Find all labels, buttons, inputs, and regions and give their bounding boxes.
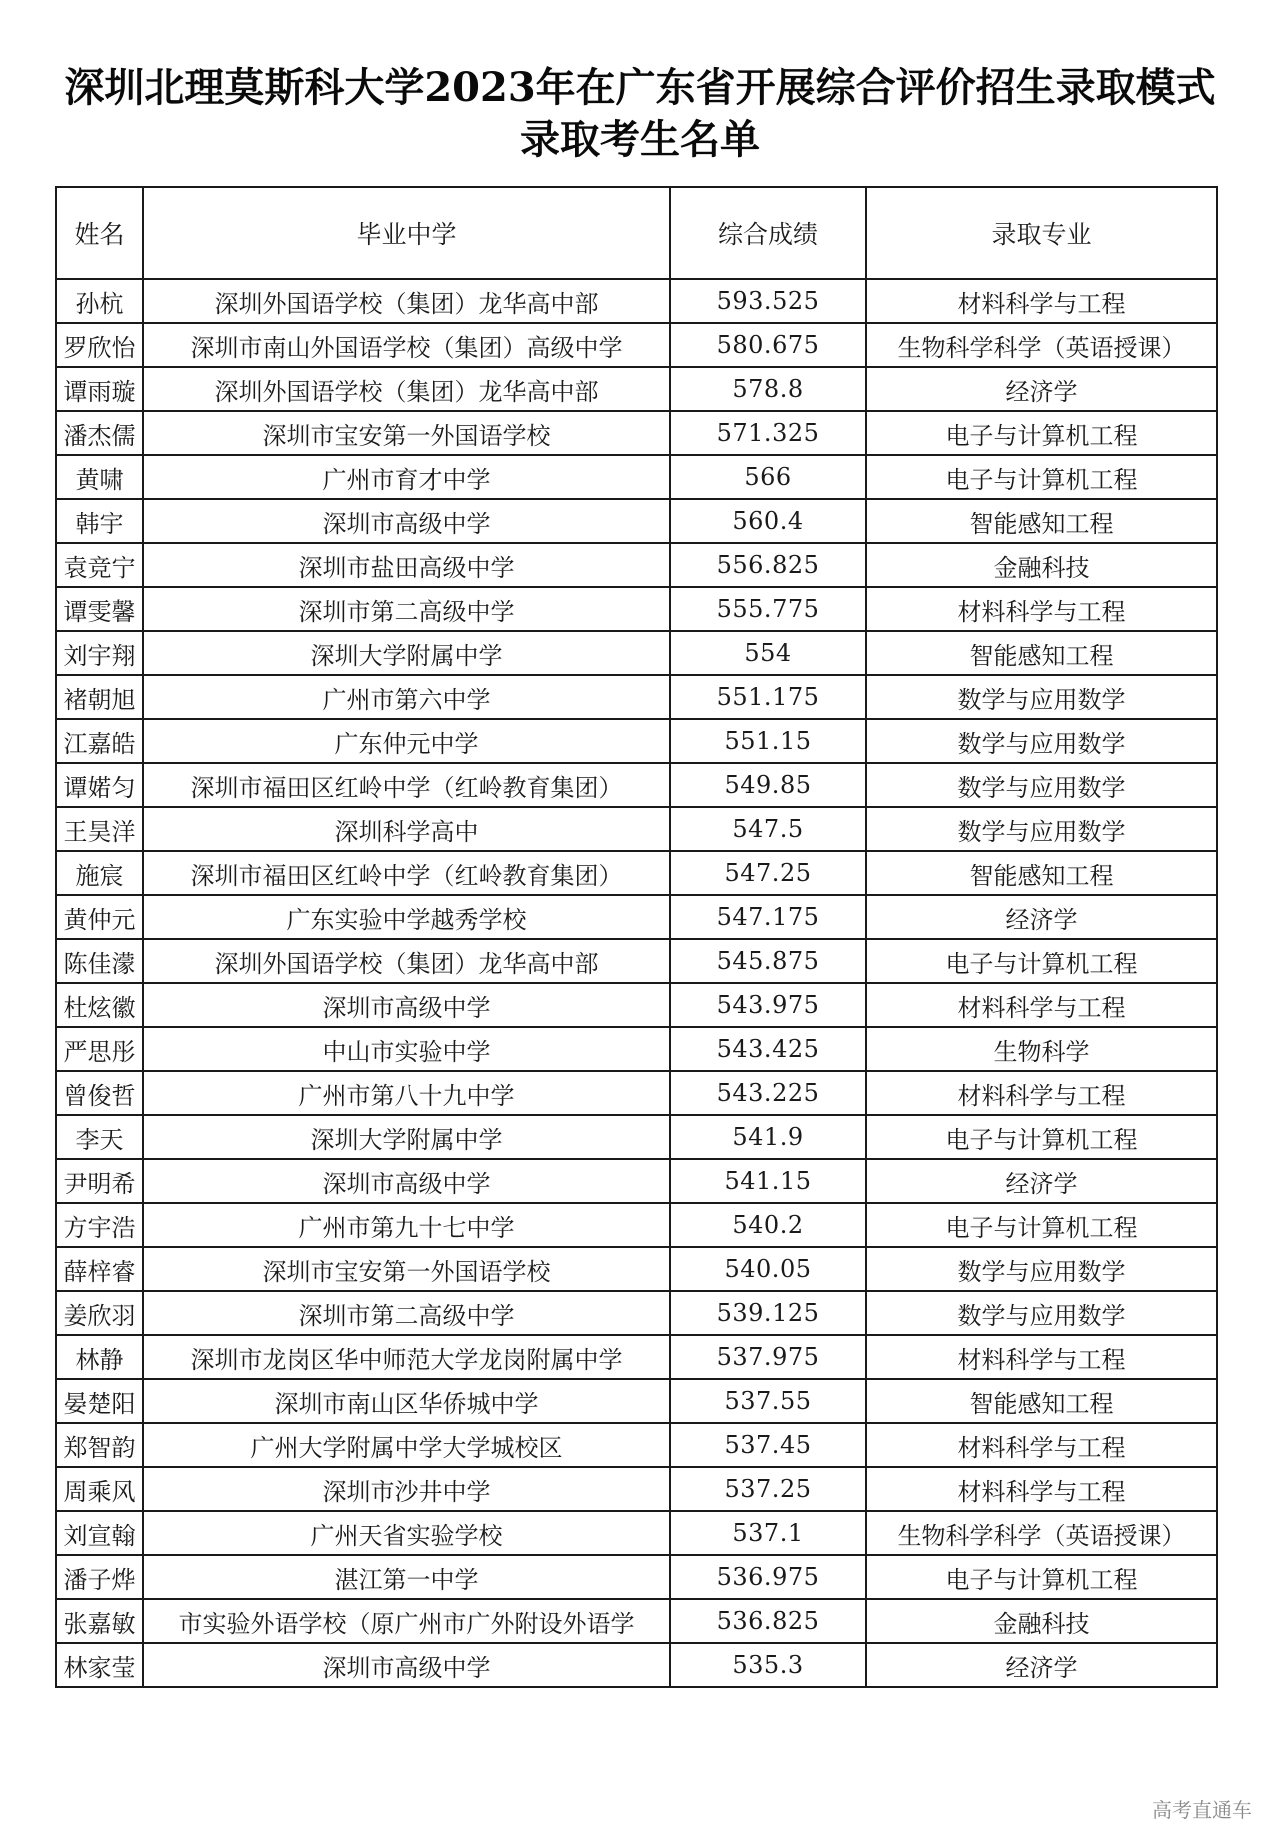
table-row xyxy=(56,939,1217,983)
cell-school: 中山市实验中学 xyxy=(143,1027,670,1071)
cell-name: 林静 xyxy=(56,1335,143,1379)
cell-major: 电子与计算机工程 xyxy=(866,411,1217,455)
cell-score: 580.675 xyxy=(670,323,866,367)
cell-name: 严思彤 xyxy=(56,1027,143,1071)
table-row xyxy=(56,323,1217,367)
cell-score: 551.15 xyxy=(670,719,866,763)
cell-name: 褚朝旭 xyxy=(56,675,143,719)
cell-major: 生物科学 xyxy=(866,1027,1217,1071)
cell-score: 551.175 xyxy=(670,675,866,719)
cell-major: 智能感知工程 xyxy=(866,631,1217,675)
cell-name: 李天 xyxy=(56,1115,143,1159)
table-row xyxy=(56,1247,1217,1291)
cell-name: 薛梓睿 xyxy=(56,1247,143,1291)
cell-name: 郑智韵 xyxy=(56,1423,143,1467)
cell-school: 广东仲元中学 xyxy=(143,719,670,763)
cell-score: 566 xyxy=(670,455,866,499)
cell-school: 深圳外国语学校（集团）龙华高中部 xyxy=(143,939,670,983)
cell-score: 541.9 xyxy=(670,1115,866,1159)
cell-school: 广州天省实验学校 xyxy=(143,1511,670,1555)
cell-major: 电子与计算机工程 xyxy=(866,455,1217,499)
cell-name: 林家莹 xyxy=(56,1643,143,1687)
cell-school: 广州市第九十七中学 xyxy=(143,1203,670,1247)
footer-logo: 高考直通车 xyxy=(1152,1798,1252,1822)
cell-major: 材料科学与工程 xyxy=(866,587,1217,631)
table-row xyxy=(56,411,1217,455)
cell-school: 深圳市第二高级中学 xyxy=(143,587,670,631)
cell-score: 571.325 xyxy=(670,411,866,455)
cell-school: 深圳市第二高级中学 xyxy=(143,1291,670,1335)
cell-score: 537.25 xyxy=(670,1467,866,1511)
cell-major: 智能感知工程 xyxy=(866,851,1217,895)
cell-school: 广州市第六中学 xyxy=(143,675,670,719)
table-header xyxy=(56,187,1217,279)
cell-major: 电子与计算机工程 xyxy=(866,939,1217,983)
table-row xyxy=(56,1159,1217,1203)
cell-school: 深圳市高级中学 xyxy=(143,1159,670,1203)
cell-name: 谭婼匀 xyxy=(56,763,143,807)
cell-score: 543.425 xyxy=(670,1027,866,1071)
cell-score: 537.975 xyxy=(670,1335,866,1379)
table-row xyxy=(56,587,1217,631)
table-row xyxy=(56,1291,1217,1335)
cell-major: 材料科学与工程 xyxy=(866,1071,1217,1115)
table-row xyxy=(56,1467,1217,1511)
table-row xyxy=(56,675,1217,719)
header-school: 毕业中学 xyxy=(143,187,670,279)
page-title-line-1: 深圳北理莫斯科大学2023年在广东省开展综合评价招生录取模式 xyxy=(64,64,1216,111)
cell-name: 袁竞宁 xyxy=(56,543,143,587)
cell-score: 547.5 xyxy=(670,807,866,851)
cell-major: 材料科学与工程 xyxy=(866,1467,1217,1511)
cell-major: 材料科学与工程 xyxy=(866,1335,1217,1379)
cell-school: 深圳市福田区红岭中学（红岭教育集团） xyxy=(143,851,670,895)
cell-major: 生物科学科学（英语授课） xyxy=(866,1511,1217,1555)
cell-school: 市实验外语学校（原广州市广外附设外语学 xyxy=(143,1599,670,1643)
table-row xyxy=(56,1071,1217,1115)
cell-school: 深圳市宝安第一外国语学校 xyxy=(143,411,670,455)
cell-score: 549.85 xyxy=(670,763,866,807)
admission-table xyxy=(55,186,1218,1688)
cell-name: 尹明希 xyxy=(56,1159,143,1203)
table-row xyxy=(56,631,1217,675)
cell-name: 罗欣怡 xyxy=(56,323,143,367)
table-row xyxy=(56,279,1217,323)
page-title-line-2: 录取考生名单 xyxy=(520,116,760,163)
table-row xyxy=(56,499,1217,543)
cell-name: 张嘉敏 xyxy=(56,1599,143,1643)
cell-school: 湛江第一中学 xyxy=(143,1555,670,1599)
cell-major: 金融科技 xyxy=(866,543,1217,587)
table-row xyxy=(56,1203,1217,1247)
cell-school: 广东实验中学越秀学校 xyxy=(143,895,670,939)
cell-school: 广州市育才中学 xyxy=(143,455,670,499)
cell-score: 543.225 xyxy=(670,1071,866,1115)
cell-school: 深圳大学附属中学 xyxy=(143,631,670,675)
cell-name: 黄仲元 xyxy=(56,895,143,939)
table-row xyxy=(56,807,1217,851)
cell-school: 深圳市盐田高级中学 xyxy=(143,543,670,587)
cell-score: 556.825 xyxy=(670,543,866,587)
table-row xyxy=(56,367,1217,411)
cell-major: 电子与计算机工程 xyxy=(866,1555,1217,1599)
table-row xyxy=(56,1027,1217,1071)
cell-major: 数学与应用数学 xyxy=(866,763,1217,807)
cell-school: 深圳科学高中 xyxy=(143,807,670,851)
cell-name: 陈佳濛 xyxy=(56,939,143,983)
cell-school: 广州市第八十九中学 xyxy=(143,1071,670,1115)
cell-school: 深圳市南山区华侨城中学 xyxy=(143,1379,670,1423)
table-header-row xyxy=(56,187,1217,279)
cell-school: 深圳市宝安第一外国语学校 xyxy=(143,1247,670,1291)
cell-name: 韩宇 xyxy=(56,499,143,543)
cell-major: 数学与应用数学 xyxy=(866,675,1217,719)
cell-major: 经济学 xyxy=(866,1643,1217,1687)
cell-school: 深圳市南山外国语学校（集团）高级中学 xyxy=(143,323,670,367)
table-row xyxy=(56,895,1217,939)
table-row xyxy=(56,1379,1217,1423)
cell-school: 深圳市沙井中学 xyxy=(143,1467,670,1511)
table-row xyxy=(56,1115,1217,1159)
cell-school: 深圳市高级中学 xyxy=(143,983,670,1027)
cell-score: 547.175 xyxy=(670,895,866,939)
cell-name: 杜炫徽 xyxy=(56,983,143,1027)
cell-school: 深圳市高级中学 xyxy=(143,499,670,543)
cell-score: 537.45 xyxy=(670,1423,866,1467)
cell-name: 黄啸 xyxy=(56,455,143,499)
cell-school: 深圳市高级中学 xyxy=(143,1643,670,1687)
cell-major: 电子与计算机工程 xyxy=(866,1203,1217,1247)
table-row xyxy=(56,1511,1217,1555)
header-score: 综合成绩 xyxy=(670,187,866,279)
table-row xyxy=(56,1599,1217,1643)
table-body xyxy=(56,279,1217,1687)
cell-score: 536.975 xyxy=(670,1555,866,1599)
cell-name: 曾俊哲 xyxy=(56,1071,143,1115)
cell-name: 江嘉皓 xyxy=(56,719,143,763)
cell-score: 541.15 xyxy=(670,1159,866,1203)
cell-major: 数学与应用数学 xyxy=(866,1291,1217,1335)
cell-score: 547.25 xyxy=(670,851,866,895)
cell-name: 孙杭 xyxy=(56,279,143,323)
cell-score: 536.825 xyxy=(670,1599,866,1643)
cell-name: 谭雨璇 xyxy=(56,367,143,411)
cell-school: 深圳外国语学校（集团）龙华高中部 xyxy=(143,367,670,411)
table-row xyxy=(56,851,1217,895)
cell-name: 姜欣羽 xyxy=(56,1291,143,1335)
cell-school: 深圳市福田区红岭中学（红岭教育集团） xyxy=(143,763,670,807)
cell-major: 电子与计算机工程 xyxy=(866,1115,1217,1159)
cell-school: 深圳市龙岗区华中师范大学龙岗附属中学 xyxy=(143,1335,670,1379)
cell-major: 智能感知工程 xyxy=(866,1379,1217,1423)
cell-score: 578.8 xyxy=(670,367,866,411)
header-name: 姓名 xyxy=(56,187,143,279)
cell-score: 554 xyxy=(670,631,866,675)
cell-name: 潘杰儒 xyxy=(56,411,143,455)
cell-name: 施宸 xyxy=(56,851,143,895)
cell-score: 540.05 xyxy=(670,1247,866,1291)
table-row xyxy=(56,1423,1217,1467)
cell-score: 535.3 xyxy=(670,1643,866,1687)
cell-score: 560.4 xyxy=(670,499,866,543)
cell-name: 刘宣翰 xyxy=(56,1511,143,1555)
cell-name: 潘子烨 xyxy=(56,1555,143,1599)
table-row xyxy=(56,983,1217,1027)
table-row xyxy=(56,1555,1217,1599)
cell-name: 方宇浩 xyxy=(56,1203,143,1247)
cell-score: 545.875 xyxy=(670,939,866,983)
cell-major: 经济学 xyxy=(866,895,1217,939)
header-major: 录取专业 xyxy=(866,187,1217,279)
page-title xyxy=(0,62,1280,166)
cell-major: 材料科学与工程 xyxy=(866,279,1217,323)
cell-major: 材料科学与工程 xyxy=(866,1423,1217,1467)
cell-score: 555.775 xyxy=(670,587,866,631)
table-row xyxy=(56,763,1217,807)
table-row xyxy=(56,455,1217,499)
cell-major: 金融科技 xyxy=(866,1599,1217,1643)
cell-score: 543.975 xyxy=(670,983,866,1027)
cell-score: 540.2 xyxy=(670,1203,866,1247)
cell-major: 智能感知工程 xyxy=(866,499,1217,543)
table-row xyxy=(56,719,1217,763)
cell-major: 生物科学科学（英语授课） xyxy=(866,323,1217,367)
cell-name: 周乘风 xyxy=(56,1467,143,1511)
cell-school: 深圳大学附属中学 xyxy=(143,1115,670,1159)
cell-name: 晏楚阳 xyxy=(56,1379,143,1423)
cell-name: 王昊洋 xyxy=(56,807,143,851)
cell-school: 广州大学附属中学大学城校区 xyxy=(143,1423,670,1467)
cell-major: 材料科学与工程 xyxy=(866,983,1217,1027)
table-row xyxy=(56,1643,1217,1687)
cell-major: 数学与应用数学 xyxy=(866,807,1217,851)
cell-name: 谭雯馨 xyxy=(56,587,143,631)
table-row xyxy=(56,543,1217,587)
table-row xyxy=(56,1335,1217,1379)
cell-name: 刘宇翔 xyxy=(56,631,143,675)
cell-score: 593.525 xyxy=(670,279,866,323)
cell-score: 537.1 xyxy=(670,1511,866,1555)
cell-score: 537.55 xyxy=(670,1379,866,1423)
cell-major: 经济学 xyxy=(866,1159,1217,1203)
cell-score: 539.125 xyxy=(670,1291,866,1335)
cell-school: 深圳外国语学校（集团）龙华高中部 xyxy=(143,279,670,323)
cell-major: 数学与应用数学 xyxy=(866,719,1217,763)
cell-major: 数学与应用数学 xyxy=(866,1247,1217,1291)
cell-major: 经济学 xyxy=(866,367,1217,411)
